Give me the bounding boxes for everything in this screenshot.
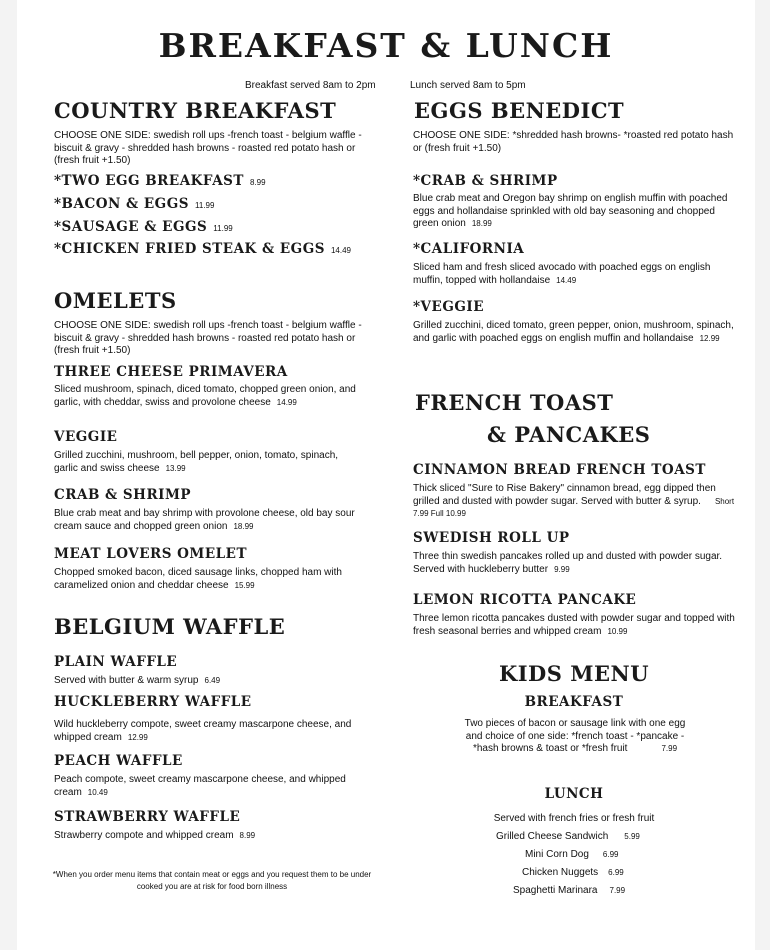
omelet-name: THREE CHEESE PRIMAVERA xyxy=(54,364,288,380)
item-price: 8.99 xyxy=(239,831,256,840)
benedict-desc xyxy=(413,193,735,231)
item-price: 9.99 xyxy=(554,564,570,574)
item-name: Mini Corn Dog xyxy=(525,849,589,860)
item-name: Chicken Nuggets xyxy=(522,867,599,878)
eggs-benedict-heading: EGGS BENEDICT xyxy=(414,98,625,123)
kids-menu-heading: KIDS MENU xyxy=(498,661,650,686)
waffle-desc xyxy=(54,830,374,843)
kids-breakfast-heading: BREAKFAST xyxy=(524,694,624,710)
country-item xyxy=(54,172,266,190)
desc-text: Grilled zucchini, diced tomato, green pepper, onion, mushroom, spinach, and garlic with poached eggs on english muffin and hollandaise xyxy=(413,320,734,344)
desc-text: Three lemon ricotta pancakes dusted with powder sugar and topped with fresh seasonal berries and whipped cream xyxy=(413,613,735,637)
item-price: 10.49 xyxy=(87,787,108,797)
omelet-desc xyxy=(54,384,364,409)
item-price: 12.99 xyxy=(699,333,720,343)
desc-text: Strawberry compote and whipped cream xyxy=(54,830,234,841)
kids-lunch-item xyxy=(525,849,619,862)
item-price: 11.99 xyxy=(213,224,233,233)
belgium-waffle-heading: BELGIUM WAFFLE xyxy=(54,614,286,639)
waffle-desc xyxy=(54,719,374,744)
french-item-name: LEMON RICOTTA PANCAKE xyxy=(413,592,637,608)
item-price: 18.99 xyxy=(471,219,492,228)
item-name: Grilled Cheese Sandwich xyxy=(496,831,609,842)
item-price: 18.99 xyxy=(233,521,254,531)
french-item-name: CINNAMON BREAD FRENCH TOAST xyxy=(413,462,706,478)
item-price: 8.99 xyxy=(249,178,266,187)
menu-title: BREAKFAST & LUNCH xyxy=(158,26,614,65)
item-price: 6.49 xyxy=(204,676,221,685)
item-price: Short 7.99 Full 10.99 xyxy=(413,496,735,518)
desc-text: Grilled zucchini, mushroom, bell pepper, onion, tomato, spinach, garlic and swiss cheese xyxy=(54,450,339,474)
kids-breakfast-desc xyxy=(460,718,690,756)
omelet-name: MEAT LOVERS OMELET xyxy=(54,546,247,562)
omelet-desc xyxy=(54,567,364,592)
french-item-desc xyxy=(413,551,735,576)
item-price: 7.99 xyxy=(609,886,626,895)
desc-text: Chopped smoked bacon, diced sausage links, chopped ham with caramelized onion and cheddar cheese xyxy=(54,567,342,591)
item-price: 6.99 xyxy=(602,850,619,859)
kids-lunch-item xyxy=(522,867,624,880)
desc-text: Blue crab meat and Oregon bay shrimp on english muffin with poached eggs and hollandaise sprinkled with old bay seasoning and chopped green onion xyxy=(413,193,728,229)
undercooked-disclaimer: *When you order menu items that contain meat or eggs and you request them to be under cooked you are at risk for food born illness xyxy=(52,870,372,891)
kids-lunch-item xyxy=(513,885,625,898)
item-name: Spaghetti Marinara xyxy=(513,885,598,896)
kids-lunch-note: Served with french fries or fresh fruit xyxy=(493,813,655,824)
waffle-name: HUCKLEBERRY WAFFLE xyxy=(54,694,252,710)
waffle-name: STRAWBERRY WAFFLE xyxy=(54,809,241,825)
omelet-name: VEGGIE xyxy=(54,429,118,445)
omelet-desc xyxy=(54,508,364,533)
country-item xyxy=(54,218,233,236)
country-breakfast-heading: COUNTRY BREAKFAST xyxy=(54,98,337,123)
country-sides: CHOOSE ONE SIDE: swedish roll ups -french toast - belgium waffle - biscuit & gravy - shredded hash browns - roasted red potato hash or (fresh fruit +1.50) xyxy=(54,130,362,166)
item-price: 7.99 xyxy=(661,744,678,753)
waffle-desc xyxy=(54,774,374,799)
benedict-name: *VEGGIE xyxy=(413,299,484,315)
benedict-name: *CALIFORNIA xyxy=(413,241,525,257)
lunch-hours: Lunch served 8am to 5pm xyxy=(410,80,526,91)
item-name: *CHICKEN FRIED STEAK & EGGS xyxy=(54,241,325,257)
french-item-name: SWEDISH ROLL UP xyxy=(413,530,570,546)
desc-text: Sliced mushroom, spinach, diced tomato, chopped green onion, and garlic, with cheddar, swiss and provolone cheese xyxy=(54,384,356,408)
desc-text: Three thin swedish pancakes rolled up and dusted with powder sugar. Served with huckleberry butter xyxy=(413,551,723,575)
item-name: *BACON & EGGS xyxy=(54,196,189,212)
benedict-sides: CHOOSE ONE SIDE: *shredded hash browns- *roasted red potato hash or (fresh fruit +1.50) xyxy=(413,130,734,154)
omelet-desc xyxy=(54,450,364,475)
country-item xyxy=(54,240,351,258)
desc-text: Wild huckleberry compote, sweet creamy mascarpone cheese, and whipped cream xyxy=(54,719,352,743)
benedict-desc xyxy=(413,320,735,345)
breakfast-hours: Breakfast served 8am to 2pm xyxy=(245,80,376,91)
item-price: 11.99 xyxy=(194,201,215,210)
desc-text: Blue crab meat and bay shrimp with provolone cheese, old bay sour cream sauce and chopped green onion xyxy=(54,508,355,532)
desc-text: Peach compote, sweet creamy mascarpone cheese, and whipped cream xyxy=(54,774,346,798)
item-price: 5.99 xyxy=(624,832,640,841)
item-price: 14.99 xyxy=(276,397,297,407)
omelets-sides: CHOOSE ONE SIDE: swedish roll ups -french toast - belgium waffle - biscuit & gravy - shredded hash browns - roasted red potato hash or (fresh fruit +1.50) xyxy=(54,320,362,356)
item-price: 6.99 xyxy=(608,868,624,877)
waffle-name: PEACH WAFFLE xyxy=(54,753,183,769)
item-price: 15.99 xyxy=(234,580,255,590)
item-price: 14.49 xyxy=(556,275,577,285)
kids-lunch-heading: LUNCH xyxy=(544,786,604,802)
waffle-desc xyxy=(54,675,374,688)
omelets-heading: OMELETS xyxy=(54,288,177,313)
waffle-name: PLAIN WAFFLE xyxy=(54,654,178,670)
item-price: 13.99 xyxy=(165,463,186,473)
country-item xyxy=(54,195,214,213)
kids-lunch-item xyxy=(496,831,640,844)
benedict-name: *CRAB & SHRIMP xyxy=(413,173,558,189)
item-price: 14.49 xyxy=(330,246,352,255)
french-item-desc xyxy=(413,483,735,521)
desc-text: Served with butter & warm syrup xyxy=(54,675,199,686)
desc-text: Thick sliced "Sure to Rise Bakery" cinnamon bread, egg dipped then grilled and dusted with powder sugar. Served with butter & syrup. xyxy=(413,483,716,507)
omelet-name: CRAB & SHRIMP xyxy=(54,487,192,503)
benedict-desc xyxy=(413,262,735,287)
desc-text: Two pieces of bacon or sausage link with one egg and choice of one side: *french toast - *pancake - *hash browns & toast or *fresh fruit xyxy=(464,718,686,754)
item-name: *TWO EGG BREAKFAST xyxy=(54,173,244,189)
pancakes-heading: & PANCAKES xyxy=(487,422,651,447)
french-toast-heading: FRENCH TOAST xyxy=(415,390,614,415)
desc-text: Sliced ham and fresh sliced avocado with poached eggs on english muffin, topped with hollandaise xyxy=(413,262,711,286)
menu-page xyxy=(17,0,755,950)
item-price: 10.99 xyxy=(607,626,628,636)
item-price: 12.99 xyxy=(127,732,148,742)
item-name: *SAUSAGE & EGGS xyxy=(54,219,208,235)
french-item-desc xyxy=(413,613,735,638)
